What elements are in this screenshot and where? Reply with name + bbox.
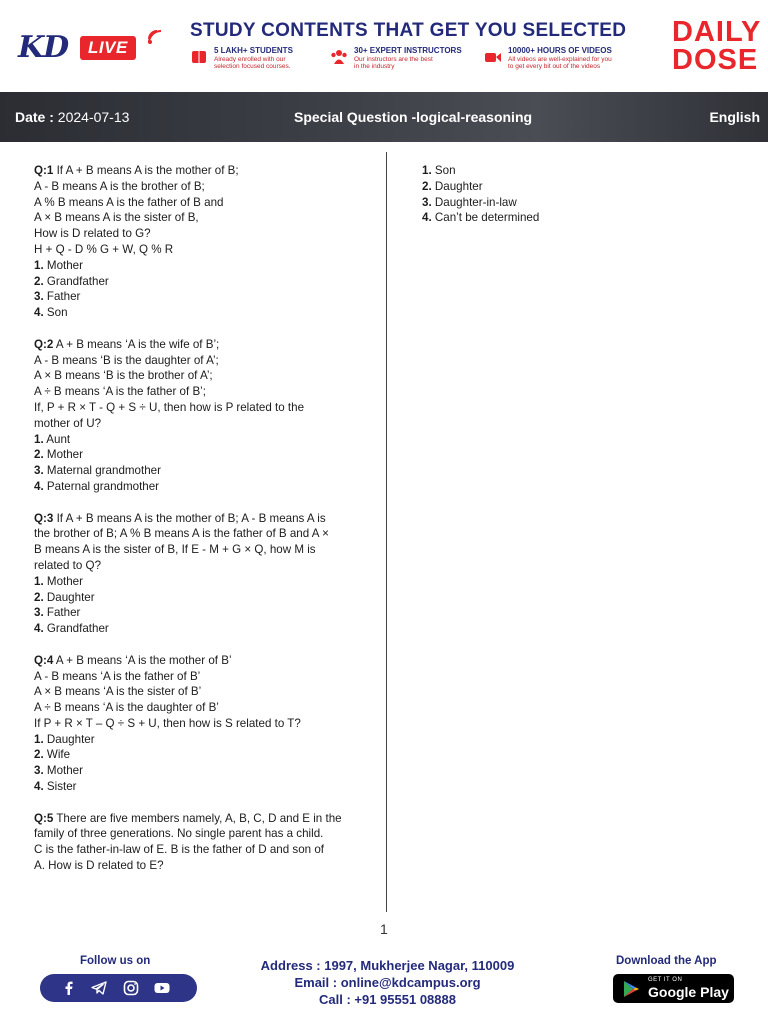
- option: 4. Paternal grandmother: [34, 479, 160, 493]
- question-line: If P + R × T – Q ÷ S + U, then how is S related to T?: [34, 716, 301, 730]
- date-label: Date : 2024-07-13: [15, 109, 130, 125]
- kd-live-logo: [18, 28, 166, 68]
- gplay-big-text: Google Play: [648, 984, 729, 1000]
- option: 3. Daughter-in-law: [422, 195, 517, 209]
- subject-title: Special Question -logical-reasoning: [294, 109, 533, 125]
- facebook-icon[interactable]: [60, 979, 78, 997]
- address-text: Address : 1997, Mukherjee Nagar, 110009: [260, 958, 515, 973]
- question-line: Q:4 A + B means ‘A is the mother of B’: [34, 653, 232, 667]
- question-block: [34, 811, 352, 874]
- option: 3. Father: [34, 606, 81, 620]
- option: 4. Can’t be determined: [422, 211, 540, 225]
- question-line: mother of U?: [34, 416, 102, 430]
- option: 1. Aunt: [34, 432, 71, 446]
- question-block: [34, 337, 352, 495]
- option: 2. Mother: [34, 448, 83, 462]
- question-line: A ÷ B means ‘A is the father of B’;: [34, 385, 206, 399]
- question-line: A. How is D related to E?: [34, 859, 164, 873]
- option: 3. Maternal grandmother: [34, 464, 161, 478]
- question-number: Q:2: [34, 337, 54, 351]
- question-line: A × B means ‘B is the brother of A’;: [34, 369, 213, 383]
- question-number: Q:1: [34, 164, 54, 177]
- headline: STUDY CONTENTS THAT GET YOU SELECTED: [190, 20, 627, 41]
- dose-text: DOSE: [672, 44, 759, 76]
- question-line: the brother of B; A % B means A is the father of B and A ×: [34, 527, 329, 541]
- stat-desc: Our instructors are the best in the industry: [354, 56, 433, 70]
- broadcast-icon: [146, 28, 164, 46]
- question-line: family of three generations. No single parent has a child.: [34, 827, 324, 841]
- question-line: related to Q?: [34, 558, 102, 572]
- option: 4. Sister: [34, 780, 77, 794]
- questions-right-column: [422, 163, 722, 226]
- question-block: [34, 163, 352, 321]
- phone-text[interactable]: Call : +91 95551 08888: [319, 992, 456, 1007]
- option: 4. Son: [34, 306, 68, 320]
- book-icon: [190, 48, 208, 66]
- social-links: [40, 974, 197, 1002]
- option: 1. Mother: [34, 258, 83, 272]
- page-footer: [0, 945, 768, 1024]
- daily-text: DAILY: [672, 16, 762, 48]
- question-line: Q:3 If A + B means A is the mother of B; A - B means A is: [34, 511, 326, 525]
- question-line: How is D related to G?: [34, 227, 151, 241]
- stats-row: [190, 46, 660, 76]
- option: 1. Daughter: [34, 732, 95, 746]
- people-icon: [330, 48, 348, 66]
- daily-dose-logo: [672, 18, 762, 74]
- question-number: Q:4: [34, 653, 54, 667]
- google-play-button[interactable]: [613, 974, 734, 1003]
- question-number: Q:5: [34, 811, 54, 825]
- column-divider: [386, 152, 387, 912]
- question-line: A - B means ‘A is the father of B’: [34, 669, 201, 683]
- question-line: A - B means ‘B is the daughter of A’;: [34, 353, 219, 367]
- date-bar: [0, 92, 768, 142]
- video-camera-icon: [484, 48, 502, 66]
- page-header: [0, 0, 768, 92]
- question-line: H + Q - D % G + W, Q % R: [34, 242, 174, 256]
- option: 2. Grandfather: [34, 274, 109, 288]
- questions-left-column: [34, 163, 352, 890]
- stat-desc: All videos are well-explained for you to get every bit out of the videos: [508, 56, 612, 70]
- logo-brand: KD: [18, 30, 69, 65]
- question-line: A - B means A is the brother of B;: [34, 179, 205, 193]
- option: 3. Mother: [34, 764, 83, 778]
- language-label: English: [709, 109, 760, 125]
- question-line: C is the father-in-law of E. B is the father of D and son of: [34, 843, 324, 857]
- option: 2. Wife: [34, 748, 71, 762]
- question-block: [34, 511, 352, 637]
- stat-title: 30+ EXPERT INSTRUCTORS: [354, 46, 462, 55]
- option: 3. Father: [34, 290, 81, 304]
- question-line: Q:2 A + B means ‘A is the wife of B’;: [34, 337, 220, 351]
- option: 2. Daughter: [422, 179, 483, 193]
- stat-title: 10000+ HOURS OF VIDEOS: [508, 46, 612, 55]
- instagram-icon[interactable]: [122, 979, 140, 997]
- youtube-icon[interactable]: [153, 979, 171, 997]
- question-line: If, P + R × T - Q + S ÷ U, then how is P related to the: [34, 400, 305, 414]
- stat-desc: Already enrolled with our selection focused courses.: [214, 56, 291, 70]
- date-value: 2024-07-13: [57, 109, 130, 125]
- question-line: A ÷ B means ‘A is the daughter of B’: [34, 701, 219, 715]
- email-text[interactable]: Email : online@kdcampus.org: [294, 975, 481, 990]
- question-block: [34, 653, 352, 795]
- question-line: A % B means A is the father of B and: [34, 195, 224, 209]
- follow-label: Follow us on: [80, 955, 151, 967]
- option: 4. Grandfather: [34, 622, 109, 636]
- question-line: A × B means ‘A is the sister of B’: [34, 685, 202, 699]
- option: 1. Son: [422, 164, 456, 177]
- gplay-small-text: GET IT ON: [648, 977, 683, 983]
- google-play-icon: [621, 979, 641, 999]
- page-number: 1: [380, 921, 388, 937]
- logo-live-badge: LIVE: [80, 36, 136, 60]
- stat-title: 5 LAKH+ STUDENTS: [214, 46, 293, 55]
- question-line: Q:5 There are five members namely, A, B, C, D and E in the: [34, 811, 342, 825]
- question-number: Q:3: [34, 511, 54, 525]
- question-line: B means A is the sister of B, If E - M + G × Q, how M is: [34, 543, 316, 557]
- option: 2. Daughter: [34, 590, 95, 604]
- question-line: Q:1 If A + B means A is the mother of B;: [34, 164, 239, 177]
- question-line: A × B means A is the sister of B,: [34, 211, 199, 225]
- download-label: Download the App: [616, 955, 717, 967]
- telegram-icon[interactable]: [90, 979, 108, 997]
- option: 1. Mother: [34, 574, 83, 588]
- contact-info: [230, 957, 545, 1008]
